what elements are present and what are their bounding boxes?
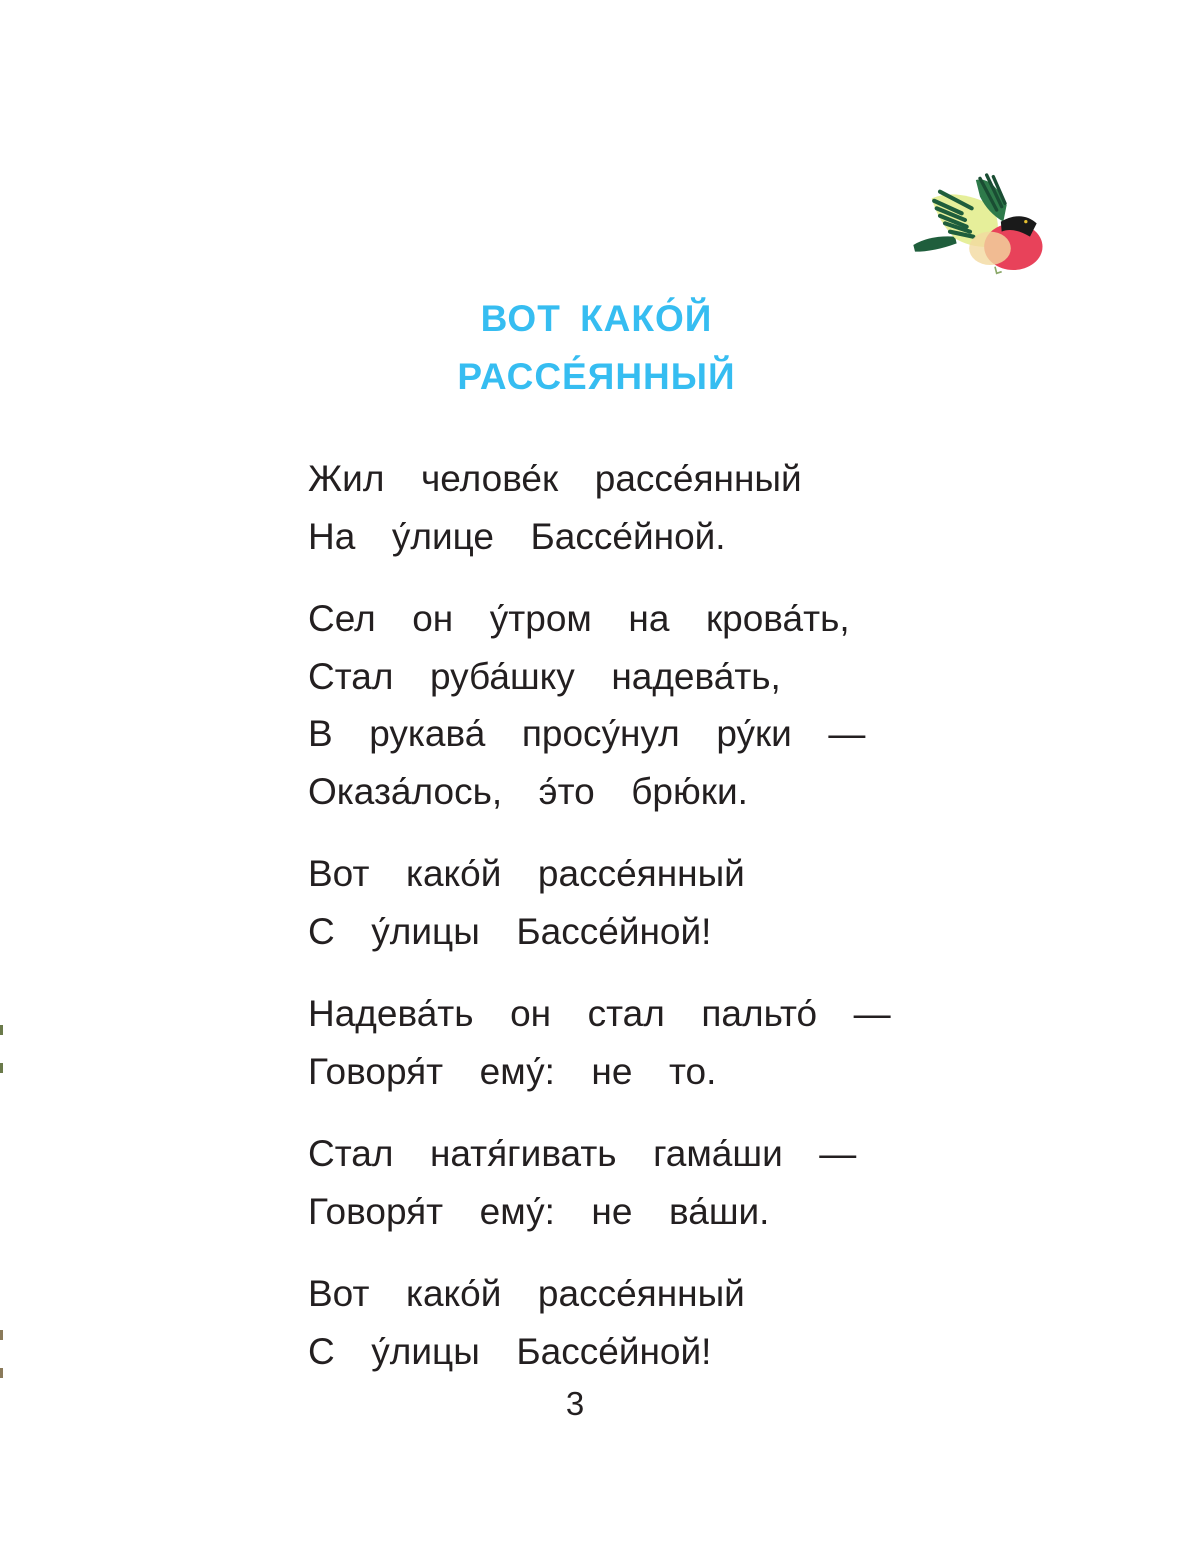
poem-line: Оказа́лось, э́то брю́ки. bbox=[308, 770, 748, 812]
poem-line: С у́лицы Бассе́йной! bbox=[308, 1330, 712, 1372]
stanza bbox=[308, 1265, 891, 1380]
poem-line: Сел он у́тром на крова́ть, bbox=[308, 598, 850, 639]
title-line: ВОТ КАКО́Й bbox=[480, 298, 713, 339]
poem-title bbox=[0, 290, 1193, 405]
title-line: РАССЕ́ЯННЫЙ bbox=[457, 355, 736, 397]
poem-line: На у́лице Бассе́йной. bbox=[308, 515, 726, 557]
edge-mark bbox=[0, 1063, 3, 1073]
stanza bbox=[308, 985, 891, 1100]
poem-line: Говоря́т ему́: не то. bbox=[308, 1050, 717, 1092]
poem-line: Стал натя́гивать гама́ши — bbox=[308, 1133, 857, 1174]
bullfinch-illustration bbox=[895, 155, 1065, 280]
poem-line: Стал руба́шку надева́ть, bbox=[308, 655, 781, 697]
stanza bbox=[308, 845, 891, 960]
poem-line: Жил челове́к рассе́янный bbox=[308, 458, 802, 499]
stanza bbox=[308, 450, 891, 565]
poem-line: Вот како́й рассе́янный bbox=[308, 853, 745, 894]
stanza bbox=[308, 590, 891, 820]
edge-mark bbox=[0, 1025, 3, 1035]
stanza bbox=[308, 1125, 891, 1240]
poem-line: Надева́ть он стал пальто́ — bbox=[308, 993, 891, 1034]
poem-line: В рукава́ просу́нул ру́ки — bbox=[308, 713, 866, 754]
poem-body bbox=[308, 450, 891, 1380]
poem-line: С у́лицы Бассе́йной! bbox=[308, 910, 712, 952]
edge-mark bbox=[0, 1330, 3, 1340]
edge-mark bbox=[0, 1368, 3, 1378]
poem-line: Вот како́й рассе́янный bbox=[308, 1273, 745, 1314]
poem-line: Говоря́т ему́: не ва́ши. bbox=[308, 1190, 770, 1232]
page-number: 3 bbox=[565, 1385, 585, 1422]
